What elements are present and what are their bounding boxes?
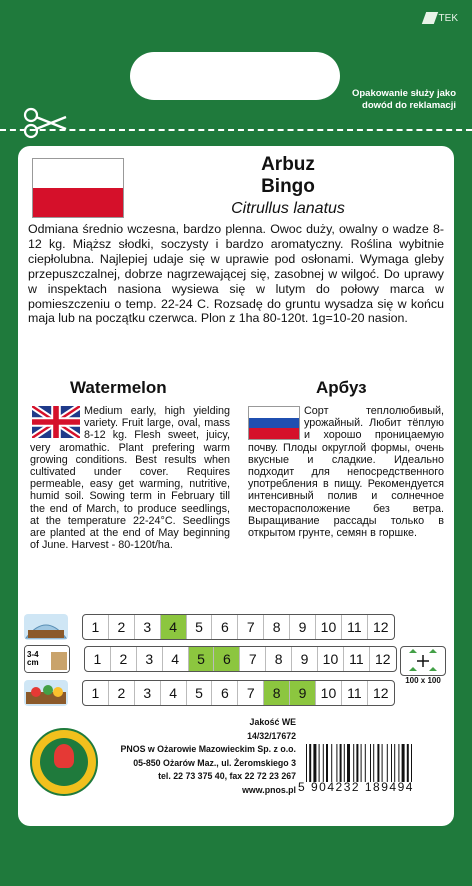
month-cell: 3: [135, 681, 161, 705]
month-cell: 6: [212, 615, 238, 639]
month-cell: 7: [240, 647, 266, 671]
product-title: [138, 154, 438, 198]
month-grid-planting: [84, 646, 397, 672]
scissors-icon: [22, 105, 68, 141]
latin-name: Citrullus lanatus: [231, 200, 345, 217]
barcode: [304, 744, 444, 782]
month-cell: 5: [187, 681, 213, 705]
month-cell: 11: [342, 681, 368, 705]
month-cell: 2: [109, 681, 135, 705]
lot-code: 14/32/17672: [247, 730, 296, 741]
month-cell: 4: [161, 681, 187, 705]
month-cell: 3: [137, 647, 163, 671]
month-cell: 10: [316, 681, 342, 705]
tek-logo-icon: [421, 12, 437, 24]
uk-flag-icon: [32, 406, 80, 438]
month-cell: 11: [342, 615, 368, 639]
month-cell: 3: [135, 615, 161, 639]
month-cell: 10: [316, 615, 342, 639]
calendar-row-sowing: [24, 614, 432, 640]
quality-label: Jakość WE: [249, 717, 296, 727]
brand-mark: [424, 12, 458, 24]
description-pl: Odmiana średnio wczesna, bardzo plenna. Owoc duży, owalny o wadze 8-12 kg. Miąższ słodki, soczysty i bardzo aromatyczny. Roślina wybitnie ciepłolubna. Najlepiej udaje się w uprawie pod osłonami. Wymaga gleby przepuszczalnej, dobrze nagrzewającej się, zasobnej w wilgoć. Do uprawy w inspektach nasiona wysiewa się w lutym do połowy marca w pomieszczeniu o temp. 22-24 C. Rozsadę do gruntu wysadza się w końcu maja lub na początku czerwca. Plon z 1ha 80-120t. 1g=10-20 nasion.: [28, 222, 444, 326]
seed-depth-label: 3-4 cm: [27, 650, 39, 667]
product-name-line2: Bingo: [261, 176, 315, 197]
info-card: [18, 146, 454, 826]
month-cell: 11: [344, 647, 370, 671]
month-cell: 9: [292, 647, 318, 671]
cut-line: [0, 129, 472, 131]
month-cell: 7: [238, 681, 264, 705]
month-cell: 2: [109, 615, 135, 639]
month-cell-highlight: 6: [214, 647, 240, 671]
calendar-row-harvest: [24, 680, 432, 706]
month-cell-highlight: 8: [264, 681, 290, 705]
month-cell: 1: [83, 681, 109, 705]
brand-mark-text: TEK: [438, 12, 458, 24]
month-cell: 8: [264, 615, 290, 639]
month-cell: 12: [374, 651, 391, 667]
company-info: [96, 716, 296, 798]
month-cell: 5: [187, 615, 213, 639]
month-cell: 10: [318, 647, 344, 671]
russian-text: Сорт теплолюбивый, урожайный. Любит тёплую и хорошо проницаемую почву. Плоды округлой формы, очень вкусные и сладкие. Идеально подходит для непосредственного употребления в пищу. Рекомендуется интенсивный полив и солнечное месторасположение без ветра. Выращивание расcады только в открытом грунте, семян в горшке.: [248, 405, 444, 540]
month-cell: 6: [212, 681, 238, 705]
barcode-number: 5 904232 189494: [298, 780, 414, 794]
company-website: www.pnos.pl: [242, 784, 296, 795]
month-cell-highlight: 5: [189, 647, 215, 671]
company-name: PNOS w Ożarowie Mazowieckim Sp. z o.o.: [120, 744, 296, 755]
month-grid-harvest: [82, 680, 395, 706]
month-cell-highlight: 4: [161, 615, 187, 639]
month-cell: 7: [238, 615, 264, 639]
english-text: Medium early, high yielding variety. Fruit large, oval, mass 8-12 kg. Flesh sweet, juicy, very aromathic. Plant prefering warm growing conditions. Best results when cultivated under cover. Requires permeable, easy get warming, nutritive, humid soil. Sowing term in February till the end of March, to produce seedlings, at the temperature 22-24°C. Seedlings are planted at the end of May beginning of June. Harvest - 80-120t/ha.: [30, 405, 230, 552]
month-cell: 12: [372, 685, 389, 701]
month-cell: 8: [266, 647, 292, 671]
month-cell: 1: [85, 647, 111, 671]
month-grid-sowing: [82, 614, 395, 640]
russia-flag-icon: [248, 406, 300, 440]
russian-title: Арбуз: [316, 378, 367, 397]
month-cell-highlight: 9: [290, 681, 316, 705]
plant-spacing-label: 100 x 100: [405, 676, 441, 685]
company-phone: tel. 22 73 375 40, fax 22 72 23 267: [158, 771, 296, 782]
month-cell: 2: [111, 647, 137, 671]
hang-hole: [130, 52, 340, 100]
keep-note: Opakowanie służy jako dowód do reklamacji: [351, 88, 456, 111]
plant-spacing-icon: [400, 646, 446, 676]
product-name-line1: Arbuz: [261, 154, 315, 175]
month-cell: 9: [290, 615, 316, 639]
month-cell: 1: [83, 615, 109, 639]
harvest-icon: [24, 680, 68, 706]
month-cell: 4: [163, 647, 189, 671]
sowing-icon: [24, 614, 68, 640]
english-title: Watermelon: [70, 378, 167, 397]
company-address: 05-850 Ożarów Maz., ul. Żeromskiego 3: [133, 757, 296, 768]
calendar-row-planting: [24, 646, 432, 672]
poland-flag-icon: [32, 158, 124, 218]
pnos-seal-logo: [30, 728, 98, 796]
seed-depth-icon: [24, 645, 70, 673]
month-cell: 12: [372, 619, 389, 635]
